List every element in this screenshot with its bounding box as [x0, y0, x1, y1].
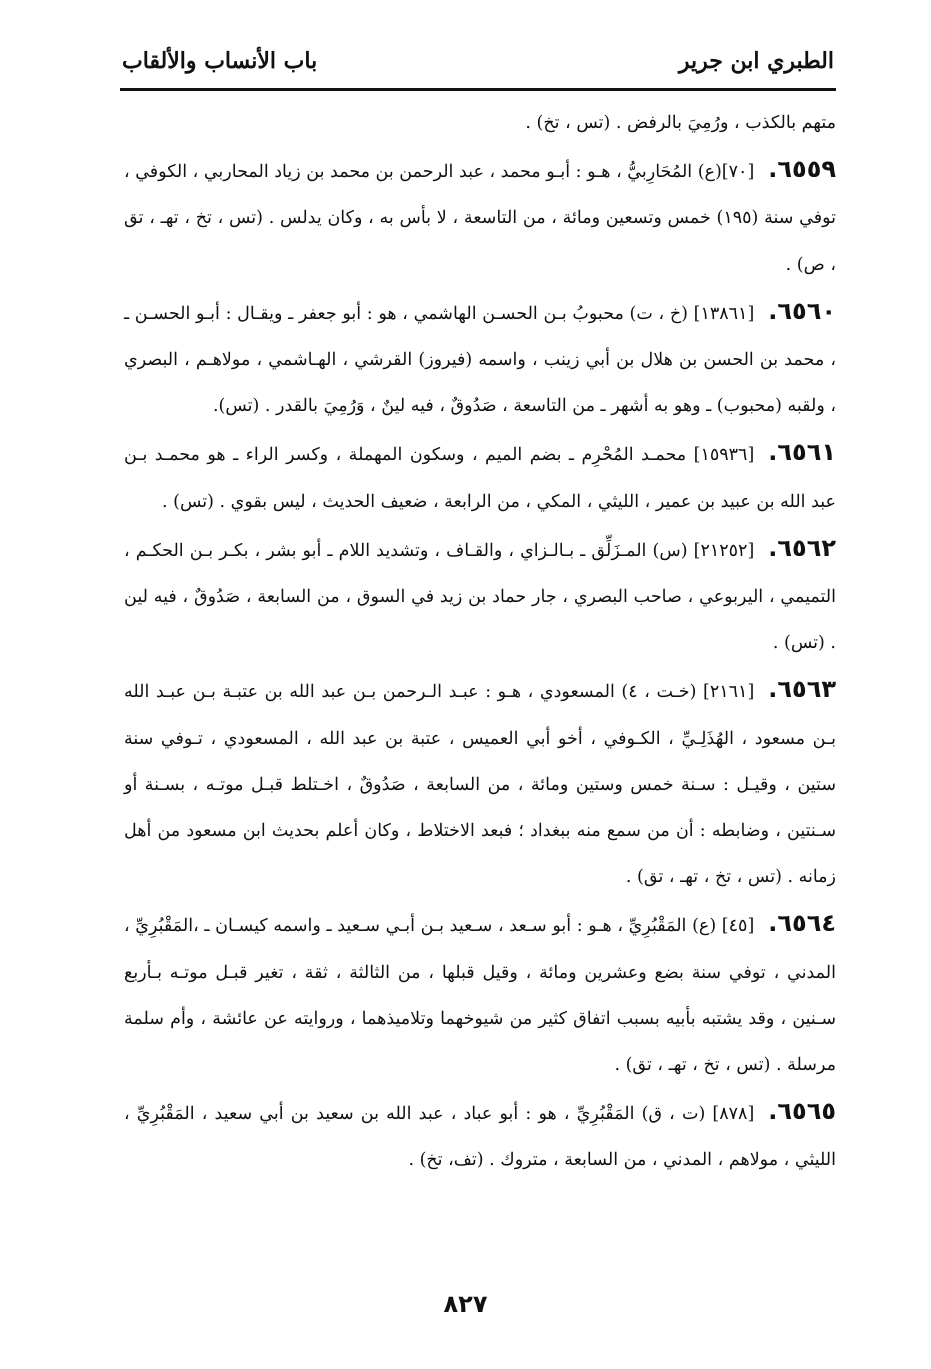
page-number: ٨٢٧	[443, 1290, 488, 1318]
header-book-title: الطبري ابن جرير	[678, 48, 834, 74]
entry-text: [٢١٦١] (خـت ، ٤) المسعودي ، هـو : عبـد الـرحمن بـن عبد الله بن عتبـة بـن عبـد الله بـن مسعود ، الهُذَلِـيِّ ، الكـوفي ، أخو أبي العميس ، عتبة بن عبد الله ، المسعودي ، تـوفي سنة ستين ، وقيـل : سـنة خمس وستين ومائة ، من السابعة ، صَدُوقٌ ، اخـتلط قبـل موتـه ، بسـنة أو سـنتين ، وضابطه : أن من سمع منه ببغداد ؛ فبعد الاختلاط ، وكان أعلم بحديث ابن مسعود من أهل زمانه . (تس ، تخ ، تهـ ، تق) .	[124, 682, 836, 888]
entry-text: [٧٠](ع) المُحَارِبيُّ ، هـو : أبـو محمد ، عبد الرحمن بن محمد بن زياد المحاربي ، الكوفي ، توفي سنة (١٩٥) خمس وتسعين ومائة ، من التاسعة ، لا بأس به ، وكان يدلس . (تس ، تخ ، تهـ ، تق ، ص) .	[124, 162, 836, 275]
header-chapter-title: باب الأنساب والألقاب	[122, 48, 318, 74]
header-rule	[120, 88, 836, 91]
main-text	[124, 100, 836, 1184]
entry-text: [٢١٢٥٢] (س) المـزَلِّق ـ بـالـزاي ، والقـاف ، وتشديد اللام ـ أبو بشر ، بكـر بـن الحكـم ، التميمي ، اليربوعي ، صاحب البصري ، جار حماد بن زيد في السوق ، من السابعة ، صَدُوقٌ ، فيه لين . (تس) .	[124, 540, 836, 654]
entry-6563	[124, 666, 836, 900]
entry-number: ٦٥٦٢.	[768, 533, 836, 562]
entry-text: [١٣٨٦١] (خ ، ت) محبوبُ بـن الحسـن الهاشمي ، هو : أبو جعفر ـ ويقـال : أبـو الحسـن ـ ، محمد بن الحسن بن هلال بن أبي زينب ، واسمه (فيروز) القرشي ، الهـاشمي ، مولاهـم ، البصري ، ولقبه (محبوب) ـ وهو به أشهر ـ من التاسعة ، صَدُوقٌ ، فيه لينٌ ، وَرُمِيَ بالقدر . (تس).	[124, 303, 836, 417]
entry-6560	[124, 288, 836, 430]
entry-text: [٤٥] (ع) المَقْبُرِيِّ ، هـو : أبو سـعد ، سـعيد بـن أبـي سـعيد ـ واسمه كيسـان ـ ،المَقْبُرِيِّ ، المدني ، توفي سنة بضع وعشرين ومائة ، وقيل قبلها ، من الثالثة ، ثقة ، تغير قبـل موتـه بـأربع سـنين ، وقد يشتبه بأبيه بسبب اتفاق كثير من شيوخهما وتلاميذهما ، وروايته عن عائشة ، وأم سلمة مرسلة . (تس ، تخ ، تهـ ، تق) .	[124, 916, 836, 1076]
entry-6561	[124, 429, 836, 524]
entry-number: ٦٥٦١.	[768, 438, 836, 467]
entry-number: ٦٥٦٣.	[768, 675, 836, 704]
entry-continuation: متهم بالكذب ، ورُمِيَ بالرفض . (تس ، تخ) .	[525, 113, 836, 133]
entry-6564	[124, 900, 836, 1088]
entry-text: [١٥٩٣٦] محمـد المُحْرِم ـ بضم الميم ، وسكون المهملة ، وكسر الراء ـ هو محمـد بـن عبد الله بن عبيد بن عمير ، الليثي ، المكي ، من الرابعة ، ضعيف الحديث ، ليس بقوي . (تس) .	[124, 445, 836, 512]
running-header	[122, 40, 834, 82]
entry-6562	[124, 525, 836, 667]
entry-6559	[124, 146, 836, 288]
entry-number: ٦٥٦٥.	[768, 1097, 836, 1126]
entry-text: [٨٧٨] (ت ، ق) المَقْبُرِيِّ ، هو : أبو عباد ، عبد الله بن سعيد بن أبي سعيد ، المَقْبُرِيِّ ، الليثي ، مولاهم ، المدني ، من السابعة ، متروك . (تف، تخ) .	[124, 1104, 836, 1171]
entry-6565	[124, 1088, 836, 1183]
entry-number: ٦٥٦٤.	[768, 909, 836, 938]
entry-number: ٦٥٥٩.	[768, 155, 836, 184]
entry-number: ٦٥٦٠.	[768, 296, 836, 325]
